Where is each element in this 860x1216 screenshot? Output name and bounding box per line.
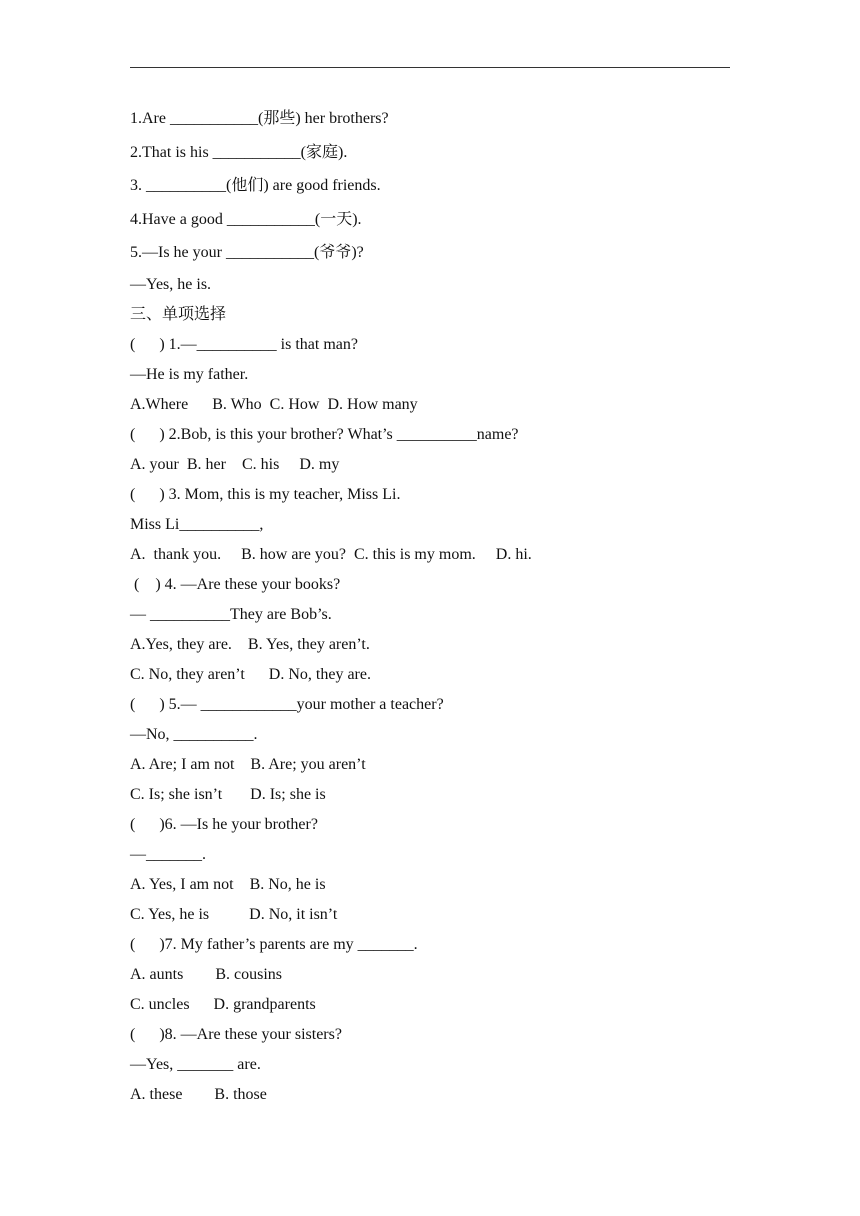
mc-q6-options-cd: C. Yes, he is D. No, it isn’t	[130, 905, 338, 923]
mc-q6-options-ab: A. Yes, I am not B. No, he is	[130, 875, 326, 893]
mc-q1-stem: ( ) 1.—__________ is that man?	[130, 335, 358, 353]
section-heading: 三、单项选择	[130, 305, 227, 323]
fill-item-4: 4.Have a good ___________(一天).	[130, 210, 362, 228]
mc-q7-options-cd: C. uncles D. grandparents	[130, 995, 316, 1013]
mc-q5-options-cd: C. Is; she isn’t D. Is; she is	[130, 785, 326, 803]
multiple-choice-section	[130, 330, 730, 1110]
fill-in-section	[130, 102, 730, 300]
mc-q7-stem: ( )7. My father’s parents are my _______.	[130, 935, 418, 953]
mc-q8-dialogue: —Yes, _______ are.	[130, 1055, 261, 1073]
fill-item-3: 3. __________(他们) are good friends.	[130, 177, 381, 194]
mc-q3-stem: ( ) 3. Mom, this is my teacher, Miss Li.	[130, 485, 401, 503]
mc-q4-stem: ( ) 4. —Are these your books?	[130, 575, 341, 593]
mc-q8-options: A. these B. those	[130, 1085, 267, 1103]
fill-item-5: 5.—Is he your ___________(爷爷)?	[130, 244, 364, 261]
mc-q4-options-cd: C. No, they aren’t D. No, they are.	[130, 665, 371, 683]
fill-item-2: 2.That is his ___________(家庭).	[130, 143, 348, 161]
mc-q6-dialogue: —_______.	[130, 845, 206, 863]
fill-item-5-answer: —Yes, he is.	[130, 275, 212, 293]
mc-q6-stem: ( )6. —Is he your brother?	[130, 815, 318, 833]
worksheet-content	[130, 102, 730, 1110]
mc-q5-options-ab: A. Are; I am not B. Are; you aren’t	[130, 755, 366, 773]
fill-item-1: 1.Are ___________(那些) her brothers?	[130, 110, 389, 127]
mc-q5-dialogue: —No, __________.	[130, 725, 258, 743]
mc-q3-options: A. thank you. B. how are you? C. this is my mom. D. hi.	[130, 545, 532, 563]
mc-q7-options-ab: A. aunts B. cousins	[130, 965, 282, 983]
mc-q2-options: A. your B. her C. his D. my	[130, 455, 340, 473]
mc-q4-dialogue: — __________They are Bob’s.	[130, 605, 332, 623]
mc-q5-stem: ( ) 5.— ____________your mother a teacher?	[130, 695, 444, 713]
mc-q1-dialogue: —He is my father.	[130, 365, 249, 383]
mc-q4-options-ab: A.Yes, they are. B. Yes, they aren’t.	[130, 635, 370, 653]
mc-q2-stem: ( ) 2.Bob, is this your brother? What’s __________name?	[130, 425, 519, 443]
mc-q8-stem: ( )8. —Are these your sisters?	[130, 1025, 342, 1043]
mc-q1-options: A.Where B. Who C. How D. How many	[130, 395, 418, 413]
header-rule	[130, 67, 730, 68]
mc-q3-dialogue: Miss Li__________,	[130, 515, 264, 533]
